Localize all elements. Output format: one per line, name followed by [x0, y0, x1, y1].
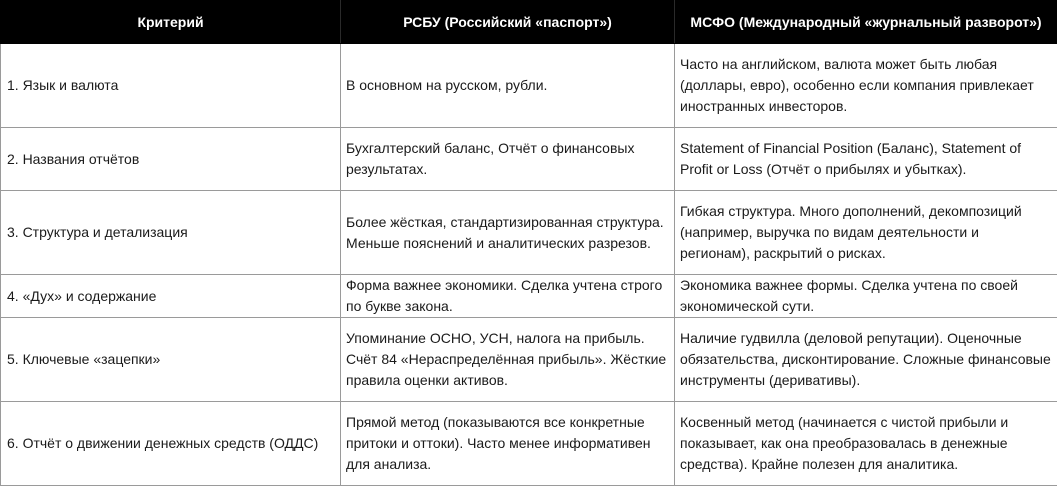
table-row — [1, 44, 1057, 128]
criterion-cell: 2. Названия отчётов — [1, 128, 341, 191]
ifrs-cell: Statement of Financial Position (Баланс), Statement of Profit or Loss (Отчёт о прибылях и убытках). — [675, 128, 1057, 191]
rsbu-cell: Прямой метод (показываются все конкретные притоки и оттоки). Часто менее информативен для анализа. — [341, 402, 675, 486]
header-rsbu: РСБУ (Российский «паспорт») — [341, 1, 675, 44]
header-row — [1, 1, 1057, 44]
table-row — [1, 128, 1057, 191]
criterion-cell: 6. Отчёт о движении денежных средств (ОДДС) — [1, 402, 341, 486]
table-row — [1, 318, 1057, 402]
criterion-cell: 3. Структура и детализация — [1, 191, 341, 275]
table-row — [1, 191, 1057, 275]
rsbu-cell: Упоминание ОСНО, УСН, налога на прибыль. Счёт 84 «Нераспределённая прибыль». Жёсткие правила оценки активов. — [341, 318, 675, 402]
criterion-cell: 1. Язык и валюта — [1, 44, 341, 128]
ifrs-cell: Часто на английском, валюта может быть любая (доллары, евро), особенно если компания привлекает иностранных инвесторов. — [675, 44, 1057, 128]
rsbu-cell: Более жёсткая, стандартизированная структура. Меньше пояснений и аналитических разрезов. — [341, 191, 675, 275]
table-body — [1, 44, 1057, 486]
rsbu-cell: В основном на русском, рубли. — [341, 44, 675, 128]
header-ifrs: МСФО (Международный «журнальный разворот») — [675, 1, 1057, 44]
ifrs-cell: Косвенный метод (начинается с чистой прибыли и показывает, как она преобразовалась в денежные средства). Крайне полезен для аналитика. — [675, 402, 1057, 486]
table-row — [1, 402, 1057, 486]
criterion-cell: 5. Ключевые «зацепки» — [1, 318, 341, 402]
table-header — [1, 1, 1057, 44]
rsbu-cell: Бухгалтерский баланс, Отчёт о финансовых результатах. — [341, 128, 675, 191]
ifrs-cell: Экономика важнее формы. Сделка учтена по своей экономической сути. — [675, 275, 1057, 318]
rsbu-cell: Форма важнее экономики. Сделка учтена строго по букве закона. — [341, 275, 675, 318]
ifrs-cell: Наличие гудвилла (деловой репутации). Оценочные обязательства, дисконтирование. Сложные финансовые инструменты (деривативы). — [675, 318, 1057, 402]
criterion-cell: 4. «Дух» и содержание — [1, 275, 341, 318]
header-criterion: Критерий — [1, 1, 341, 44]
table-row — [1, 275, 1057, 318]
ifrs-cell: Гибкая структура. Много дополнений, декомпозиций (например, выручка по видам деятельности и регионам), раскрытий о рисках. — [675, 191, 1057, 275]
